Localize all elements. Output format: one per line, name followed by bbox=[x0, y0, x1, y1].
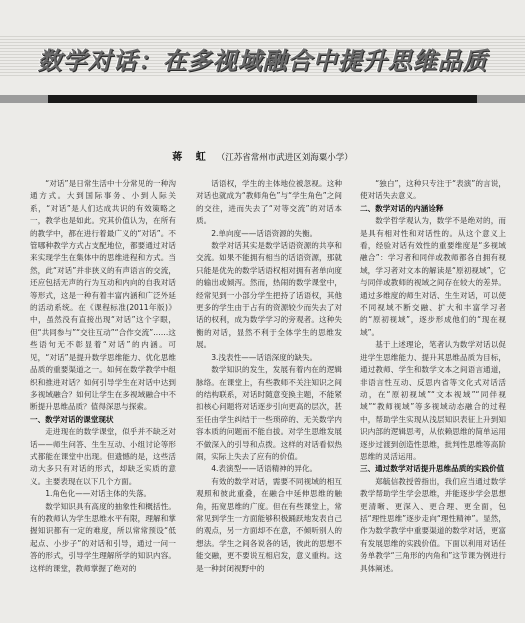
text-column-3 bbox=[360, 178, 506, 618]
paragraph: 数学知识的发生，发展有着内在的逻辑脉络。在课堂上，有些教师不关注知识之间的结构联系，对话时随意变换主题，不能紧扣核心问题将对话逐步引向更高的层次，甚至任由学生纠结于一些琐碎的、无关数学内容本质的问题而不能自拔。对学生思维发展不做深入的引导和点拨。这样的对话看似热闹，实际上失去了应有的价值。 bbox=[196, 365, 342, 461]
article-title: 数学对话：在多视域融合中提升思维品质 bbox=[37, 47, 488, 75]
section-heading: 三、通过数学对话提升思维品质的实践价值 bbox=[360, 464, 505, 474]
paragraph: 3.浅表性——话语深度的缺失。 bbox=[211, 352, 318, 362]
title-banner bbox=[0, 0, 525, 103]
paragraph: 2.单向度——话语资源的失衡。 bbox=[211, 228, 318, 238]
title-rule bbox=[48, 95, 477, 103]
title-rule-left bbox=[0, 95, 48, 103]
paragraph: 有效的数学对话，需要不同视域的相互观照和彼此重叠，在融合中延伸思维的触角，拓宽思维的广度。但在有些课堂上，常常见到学生一方面能够积极踊跃地发表自己的观点，另一方面却不在意，不倾听别人的想法。学生之间各说各的话，彼此的思想不能交融，更不要说互相启发，意义重构。这是一种封闭视野中的 bbox=[196, 476, 342, 573]
paragraph: 数学哲学观认为，数学不是绝对的，而是具有相对性和对话性的。从这个意义上看，经验对话有效性的重要维度是“多视域融合”：学习者和同伴或教师都各自拥有视域，学习者对文本的解读是“原初视域”，它与同伴或教师的视域之间存在较大的差异。通过多维度的师生对话、生生对话，可以使不同视域不断交融、扩大和丰富学习者的“原初视域”，逐步形成他们的“现在视域”。 bbox=[360, 216, 506, 337]
author-name: 蒋 虹 bbox=[172, 152, 211, 163]
paragraph: 话语权，学生的主体地位被忽视。这种对话也就成为“教师角色”与“学生角色”之间的交往，进而失去了“对等交流”的对话本质。 bbox=[196, 179, 342, 226]
section-heading: 二、数学对话的内涵诠释 bbox=[360, 203, 444, 213]
title-rule-right bbox=[477, 95, 525, 103]
section-heading: 一、数学对话的课堂现状 bbox=[30, 414, 114, 424]
text-column-2 bbox=[196, 178, 342, 618]
paragraph: 数学知识具有高度的抽象性和概括性。有的教师认为学生思维水平有限，理解和掌握知识都有一定的难度，所以常常预设“低起点、小步子”的对话和引导，通过一问一答的形式，引导学生理解所学的知识内容。这样的课堂，教师掌握了绝对的 bbox=[30, 501, 176, 573]
paragraph: 4.表演型——话语精神的异化。 bbox=[211, 464, 318, 474]
paragraph: “对话”是日常生活中十分常见的一种沟通方式。大到国际事务、小到人际关系，“对话”是人们达成共识的有效策略之一，教学也是如此。究其价值认为，在所有的教学中，都在进行着最广义的“对话”。不管哪种教学方式占支配地位，都要通过对话来实现学生在集体中的思维进程和方式。当然，此“对话”并非狭义的有声语言的交流，还应包括无声的行为互动和内向的自我对话等形式，这是一种有着丰富内涵和广泛外延的活动系统。在《课程标准(2011年版)》中，虽然没有直接出现“对话”这个字眼，但“共同参与”“交往互动”“合作交流”……这些语句无不彰显着“对话”的内涵。可见，“对话”是提升数学思维能力、优化思维品质的重要渠道之一。如何在数学教学中组织和推进对话？如何引导学生在对话中达到多视域融合？如何让学生在多视域融合中不断提升思维品质？值得深思与探索。 bbox=[30, 179, 176, 412]
author-affiliation: （江苏省常州市武进区刘海粟小学） bbox=[216, 153, 353, 163]
paragraph: 走进现在的数学课堂，似乎并不缺乏对话——师生问答、生生互动、小组讨论等形式都能在课堂中出现。但遗憾的是，这些活动大多只有对话的形式，却缺乏实质的意义。主要表现在以下几个方面。 bbox=[30, 427, 176, 486]
paragraph: 基于上述理论，笔者认为数学对话以促进学生思维能力、提升其思维品质为目标，通过教师、学生和数学文本之间语言通道，非语言性互动、反思内省等文化式对话活动，在“原初视域”“文本视域”“同伴视域”“教师视域”等多视域动态融合的过程中，帮助学生实现从浅层知识表征上升到知识内部的逻辑思考，从依赖思维的简单运用逐步过渡到创造性思维，批判性思维等高阶思维的灵活运用。 bbox=[360, 340, 506, 461]
paragraph: 数学对话其实是数学话语资源的共享和交流。如果不能拥有相当的话语资源，那就只能是优先的数学话语权相对拥有者单向度的输出或倾泻。然而，热闹的数学课堂中，经常见到一小部分学生把持了话语权，其他更多的学生由于占有的资源较少而失去了对话的权利，成为数学学习的旁观者。这种失衡的对话，显然不利于全体学生的思维发展。 bbox=[196, 241, 342, 350]
paragraph: “独白”，这种只专注于“表演”的言说，使对话失去意义。 bbox=[360, 179, 506, 201]
text-column-1 bbox=[30, 178, 176, 618]
paragraph: 1.角色化——对话主体的失落。 bbox=[45, 489, 152, 499]
paragraph: 郑毓信教授曾指出，我们应当通过数学教学帮助学生学会思维，并能逐步学会思想更清晰、更深入、更合理、更全面，包括“理性思维”逐步走向“理性精神”。显然，作为数学教学中重要渠道的数学对话，更富有发展思维的实践价值。下面以利用对话任务单教学“三角形的内角和”这节课为例进行具体阐述。 bbox=[360, 476, 506, 573]
byline bbox=[0, 148, 525, 163]
